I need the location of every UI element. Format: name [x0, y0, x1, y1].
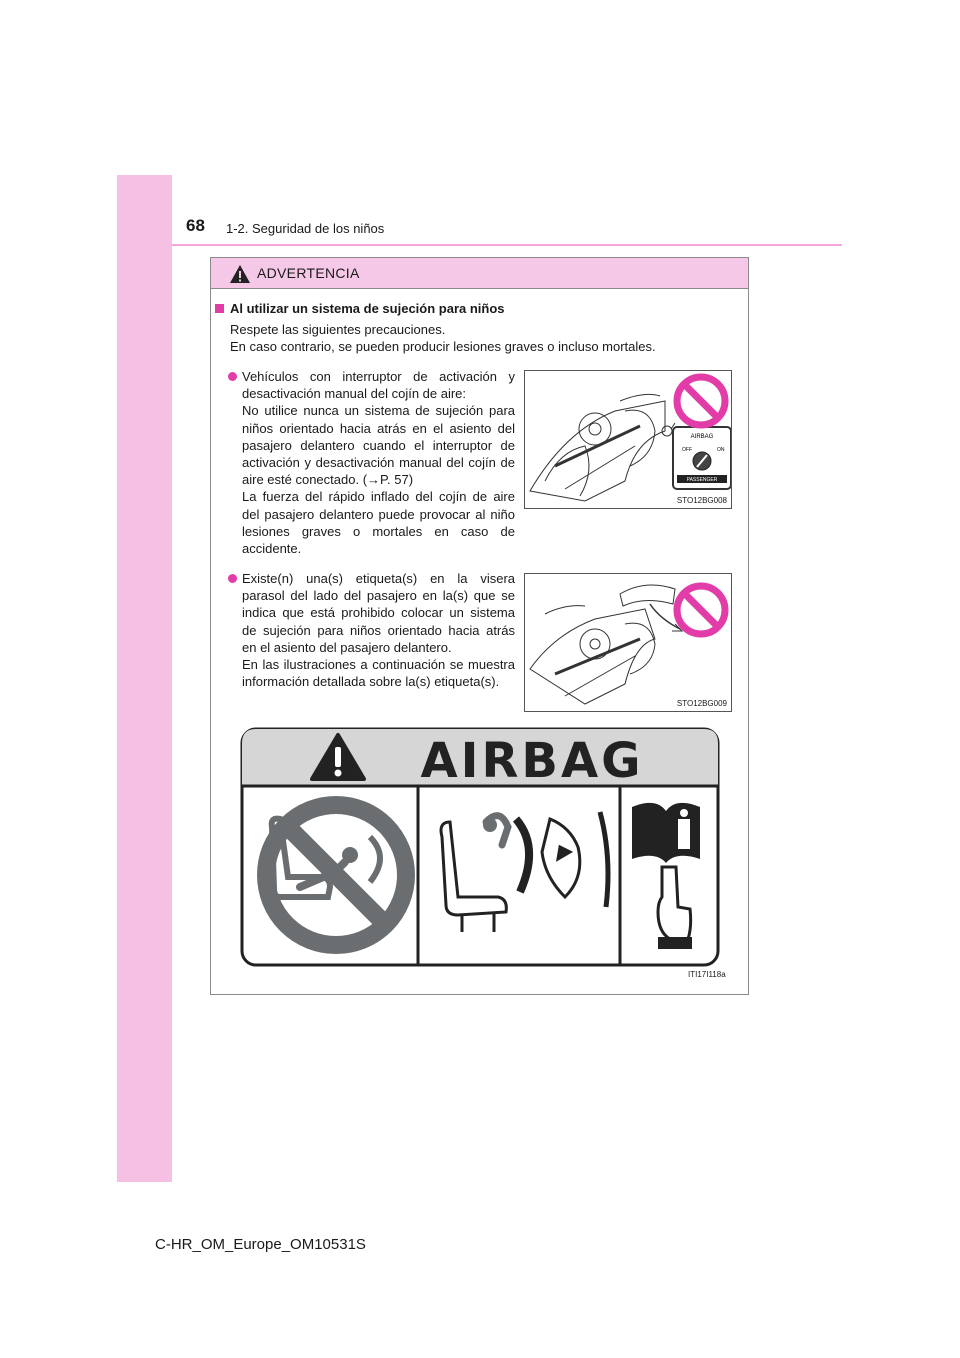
figure-airbag-switch — [524, 370, 732, 509]
intro-line-1: Respete las siguientes precauciones. — [230, 322, 446, 337]
warning-triangle-icon — [229, 264, 251, 284]
document-id: C-HR_OM_Europe_OM10531S — [155, 1236, 366, 1253]
header-divider — [172, 244, 842, 246]
prohibited-icon — [677, 586, 725, 634]
airbag-warning-label — [240, 727, 720, 967]
bullet-item-1 — [230, 368, 515, 557]
figure-code: STO12BG008 — [676, 496, 727, 505]
subheading-text: Al utilizar un sistema de sujeción para niños — [230, 301, 505, 316]
bullet-2-line-1: Existe(n) una(s) etiqueta(s) en la visera parasol del lado del pasajero en la(s) que se indica que está prohibido colocar un sistema de sujeción para niños orientado hacia atrás en el asiento del pasajero delantero. — [242, 571, 515, 655]
round-bullet-icon — [228, 372, 237, 381]
round-bullet-icon — [228, 574, 237, 583]
bullet-1-line-3: La fuerza del rápido inflado del cojín de aire del pasajero delantero puede provocar al niño lesiones graves o mortales en caso de accidente. — [242, 489, 515, 557]
switch-off-text: OFF — [682, 447, 692, 453]
car-interior-illustration — [525, 371, 732, 509]
switch-passenger-text: PASSENGER — [686, 477, 718, 483]
bullet-1-line-2: No utilice nunca un sistema de sujeción para niños orientado hacia atrás en el asiento del pasajero delantero cuando el interruptor de activación y desactivación manual del cojín de aire esté conectado. (→P. 57) — [242, 403, 515, 488]
sun-visor-illustration — [525, 574, 732, 712]
section-title: 1-2. Seguridad de los niños — [226, 221, 385, 236]
warning-subheading — [215, 301, 505, 316]
page-number: 68 — [186, 216, 205, 235]
bullet-1-line-1: Vehículos con interruptor de activación y desactivación manual del cojín de aire: — [242, 369, 515, 402]
label-figure-code: ITI17I118a — [688, 970, 726, 979]
label-title-text: AIRBAG — [420, 733, 644, 789]
switch-on-text: ON — [717, 447, 725, 453]
warning-header — [211, 258, 748, 289]
warning-title: ADVERTENCIA — [257, 265, 360, 281]
square-bullet-icon — [215, 304, 224, 313]
figure-code: STO12BG009 — [676, 699, 727, 708]
figure-sun-visor — [524, 573, 732, 712]
bullet-2-line-2: En las ilustraciones a continuación se muestra información detallada sobre la(s) etiqueta(s). — [242, 657, 515, 690]
bullet-item-2 — [230, 570, 515, 690]
switch-title-text: AIRBAG — [690, 434, 714, 440]
intro-line-2: En caso contrario, se pueden producir lesiones graves o incluso mortales. — [230, 339, 656, 354]
prohibited-icon — [677, 377, 725, 425]
side-tab-band — [117, 175, 172, 1182]
